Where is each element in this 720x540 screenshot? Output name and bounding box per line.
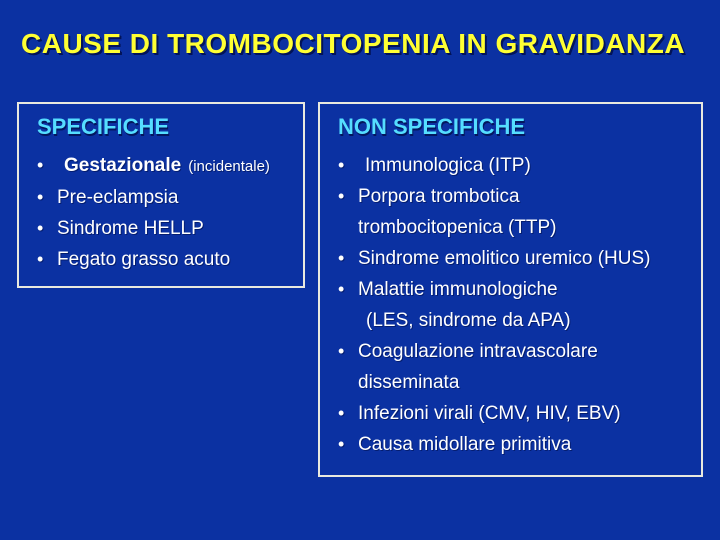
list-item <box>37 213 297 244</box>
slide-title: CAUSE DI TROMBOCITOPENIA IN GRAVIDANZA <box>21 28 686 59</box>
list-item <box>338 243 695 274</box>
bullet-icon: • <box>338 186 345 206</box>
bullet-icon: • <box>338 248 345 268</box>
bullet-icon: • <box>338 279 345 299</box>
bullet-icon: • <box>37 155 44 175</box>
list-item-label: Porpora trombotica <box>358 186 520 207</box>
bullet-icon: • <box>37 249 44 269</box>
list-item-label: Gestazionale <box>64 155 182 176</box>
list-item-continuation <box>338 305 695 336</box>
list-item-label: Malattie immunologiche <box>358 279 558 300</box>
list-item <box>338 274 695 305</box>
non-specific-causes-box <box>318 102 703 477</box>
list-item <box>338 336 695 367</box>
non-specific-box-header: NON SPECIFICHE <box>338 114 526 139</box>
list-item-label: Sindrome emolitico uremico (HUS) <box>358 248 651 269</box>
bullet-icon: • <box>338 403 345 423</box>
list-item <box>37 150 297 182</box>
list-item <box>338 181 695 212</box>
list-item-label: disseminata <box>358 372 460 393</box>
list-item-label: (LES, sindrome da APA) <box>366 310 571 331</box>
list-item <box>37 182 297 213</box>
list-item-continuation <box>338 367 695 398</box>
list-item-note: (incidentale) <box>188 158 270 175</box>
list-item-continuation <box>338 212 695 243</box>
list-item <box>338 150 695 181</box>
list-item <box>338 429 695 460</box>
list-item-label: trombocitopenica (TTP) <box>358 217 557 238</box>
bullet-icon: • <box>338 434 345 454</box>
bullet-icon: • <box>338 341 345 361</box>
bullet-icon: • <box>338 155 345 175</box>
specific-causes-box <box>17 102 305 288</box>
list-item-label: Sindrome HELLP <box>57 218 204 239</box>
list-item-label: Immunologica (ITP) <box>365 155 531 176</box>
bullet-icon: • <box>37 218 44 238</box>
list-item-label: Causa midollare primitiva <box>358 434 572 455</box>
list-item <box>37 244 297 275</box>
list-item <box>338 398 695 429</box>
specific-box-header: SPECIFICHE <box>37 114 170 139</box>
list-item-label: Pre-eclampsia <box>57 187 179 208</box>
list-item-label: Coagulazione intravascolare <box>358 341 598 362</box>
list-item-label: Infezioni virali (CMV, HIV, EBV) <box>358 403 621 424</box>
list-item-label: Fegato grasso acuto <box>57 249 231 270</box>
bullet-icon: • <box>37 187 44 207</box>
